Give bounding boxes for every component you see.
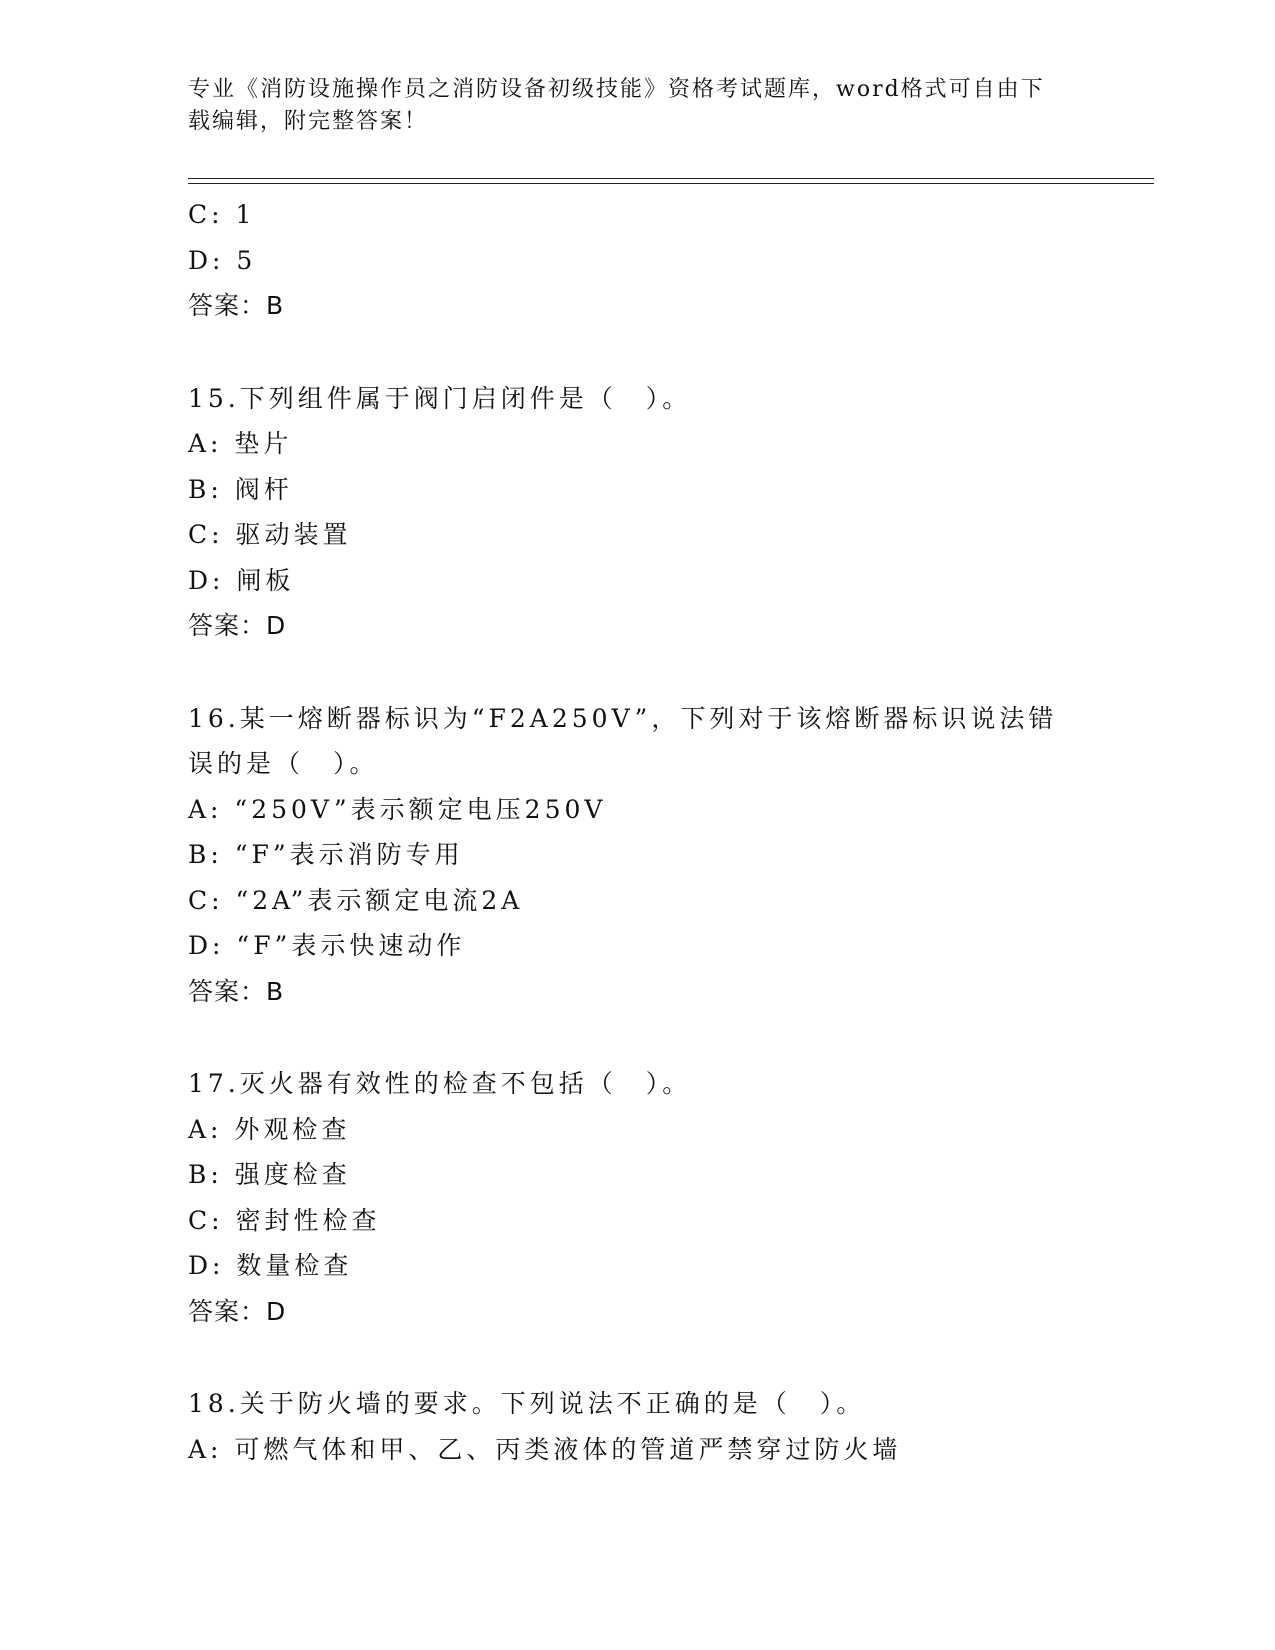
page-header: 专业《消防设施操作员之消防设备初级技能》资格考试题库，word格式可自由下载编辑，附完整答案！ [188,77,1045,134]
option-c: C: 密封性检查 [188,1205,381,1235]
question-content [188,192,1088,1472]
option-d: D: 闸板 [188,565,295,595]
option-a: A: 可燃气体和甲、乙、丙类液体的管道严禁穿过防火墙 [188,1434,902,1464]
header-rule-bottom [188,183,1154,184]
option-b: B: “F”表示消防专用 [188,840,464,869]
answer: 答案：D [188,611,287,640]
question-stem: 15.下列组件属于阀门启闭件是（ ）。 [188,383,692,413]
option-a: A: 垫片 [188,429,293,458]
option-b: B: 强度检查 [188,1160,351,1189]
answer: 答案：B [188,976,285,1006]
option-d: D: 5 [188,245,257,275]
option-d: D: “F”表示快速动作 [188,931,466,960]
option-a: A: 外观检查 [188,1114,351,1144]
option-d: D: 数量检查 [188,1251,353,1280]
option-c: C: 1 [188,200,256,229]
header-rule-top [188,178,1154,179]
question-stem: 18.关于防火墙的要求。下列说法不正确的是（ ）。 [188,1389,866,1418]
answer: 答案：D [188,1296,287,1326]
option-b: B: 阀杆 [188,474,293,504]
option-a: A: “250V”表示额定电压250V [188,794,607,824]
question-stem: 16.某一熔断器标识为“F2A250V”，下列对于该熔断器标识说法错误的是（ ）。 [188,703,1058,778]
answer: 答案：B [188,291,285,320]
option-c: C: “2A”表示额定电流2A [188,885,524,915]
option-c: C: 驱动装置 [188,520,352,549]
question-stem: 17.灭火器有效性的检查不包括（ ）。 [188,1069,692,1098]
